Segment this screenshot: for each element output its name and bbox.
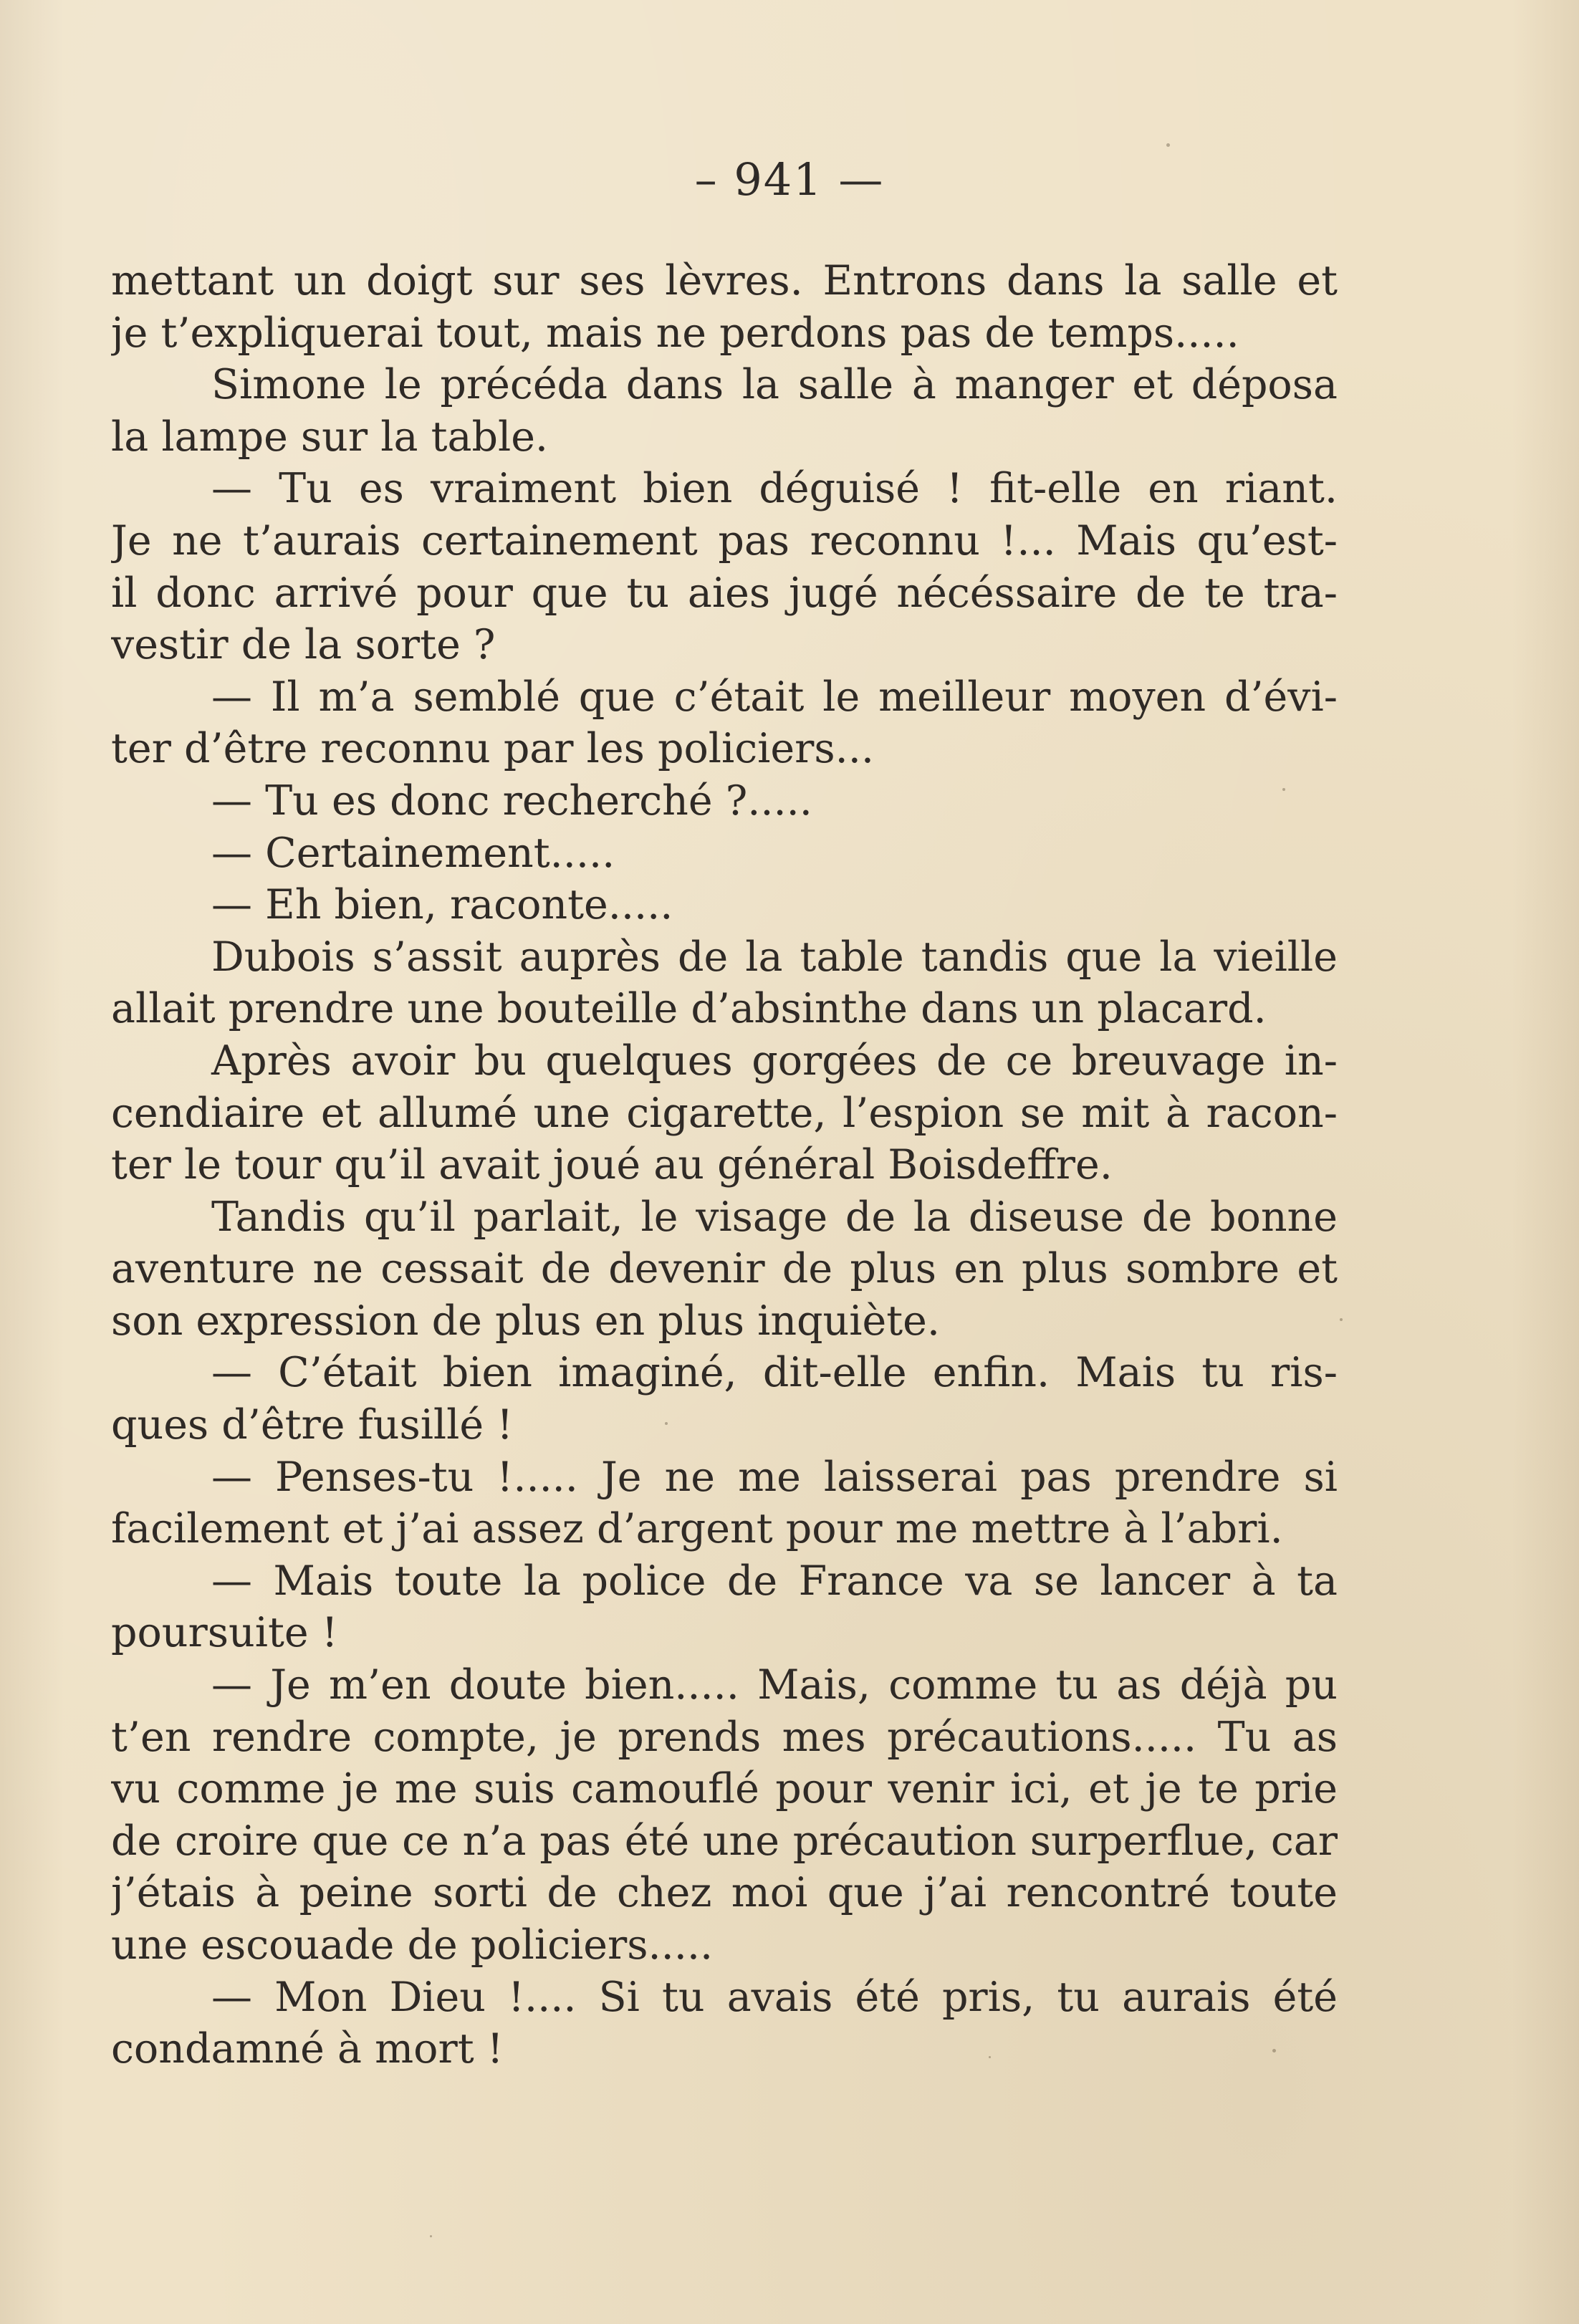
paper-speck <box>989 2056 991 2058</box>
paper-speck <box>430 2235 432 2237</box>
text-line: la lampe sur la table. <box>111 413 549 461</box>
text-line: il donc arrivé pour que tu aies jugé nécéssaire de te tra- <box>111 569 1338 617</box>
text-line: une escouade de policiers..... <box>111 1921 714 1969</box>
body-text <box>111 255 1338 2075</box>
text-line: Après avoir bu quelques gorgées de ce breuvage in- <box>211 1037 1338 1085</box>
text-line: cendiaire et allumé une cigarette, l’espion se mit à racon- <box>111 1089 1338 1137</box>
text-line: — Penses-tu !..... Je ne me laisserai pas prendre si <box>211 1453 1338 1501</box>
text-line: mettant un doigt sur ses lèvres. Entrons dans la salle et <box>111 257 1338 304</box>
text-line: — Mais toute la police de France va se lancer à ta <box>211 1557 1338 1605</box>
text-line: — Je m’en doute bien..... Mais, comme tu as déjà pu <box>211 1661 1338 1709</box>
text-line: aventure ne cessait de devenir de plus en plus sombre et <box>111 1245 1338 1293</box>
text-line: condamné à mort ! <box>111 2025 504 2073</box>
text-line: ques d’être fusillé ! <box>111 1401 514 1449</box>
text-line: allait prendre une bouteille d’absinthe dans un placard. <box>111 985 1267 1033</box>
text-line: je t’expliquerai tout, mais ne perdons pas de temps..... <box>111 309 1239 357</box>
paper-speck <box>1166 143 1170 147</box>
text-line: — C’était bien imaginé, dit-elle enfin. Mais tu ris- <box>211 1349 1338 1397</box>
text-line: — Tu es donc recherché ?..... <box>211 777 812 825</box>
text-line: son expression de plus en plus inquiète. <box>111 1297 940 1345</box>
text-line: — Eh bien, raconte..... <box>211 881 673 929</box>
paper-speck <box>1272 2049 1276 2052</box>
text-line: vu comme je me suis camouflé pour venir ici, et je te prie <box>111 1765 1338 1813</box>
text-line: t’en rendre compte, je prends mes précautions..... Tu as <box>111 1713 1338 1761</box>
text-line: de croire que ce n’a pas été une précaution surperflue, car <box>111 1817 1338 1865</box>
text-line: ter d’être reconnu par les policiers... <box>111 725 874 773</box>
text-line: vestir de la sorte ? <box>111 621 496 669</box>
text-line: poursuite ! <box>111 1609 338 1657</box>
text-line: ter le tour qu’il avait joué au général Boisdeffre. <box>111 1141 1113 1189</box>
text-line: facilement et j’ai assez d’argent pour me mettre à l’abri. <box>111 1505 1283 1553</box>
text-line: Je ne t’aurais certainement pas reconnu !... Mais qu’est- <box>111 517 1338 565</box>
text-line: Simone le précéda dans la salle à manger et déposa <box>211 361 1338 409</box>
paper-speck <box>665 1422 668 1425</box>
text-line: — Certainement..... <box>211 829 615 877</box>
paper-speck <box>1340 1318 1343 1321</box>
text-line: — Mon Dieu !.... Si tu avais été pris, tu aurais été <box>211 1973 1338 2021</box>
text-line: Dubois s’assit auprès de la table tandis que la vieille <box>211 933 1338 981</box>
text-line: — Tu es vraiment bien déguisé ! fit-elle en riant. <box>211 465 1338 513</box>
text-line: Tandis qu’il parlait, le visage de la diseuse de bonne <box>211 1193 1338 1241</box>
text-line: — Il m’a semblé que c’était le meilleur moyen d’évi- <box>211 673 1338 721</box>
paper-speck <box>1282 788 1285 791</box>
text-line: j’étais à peine sorti de chez moi que j’ai rencontré toute <box>111 1869 1338 1917</box>
page-number: – 941 — <box>694 153 885 206</box>
